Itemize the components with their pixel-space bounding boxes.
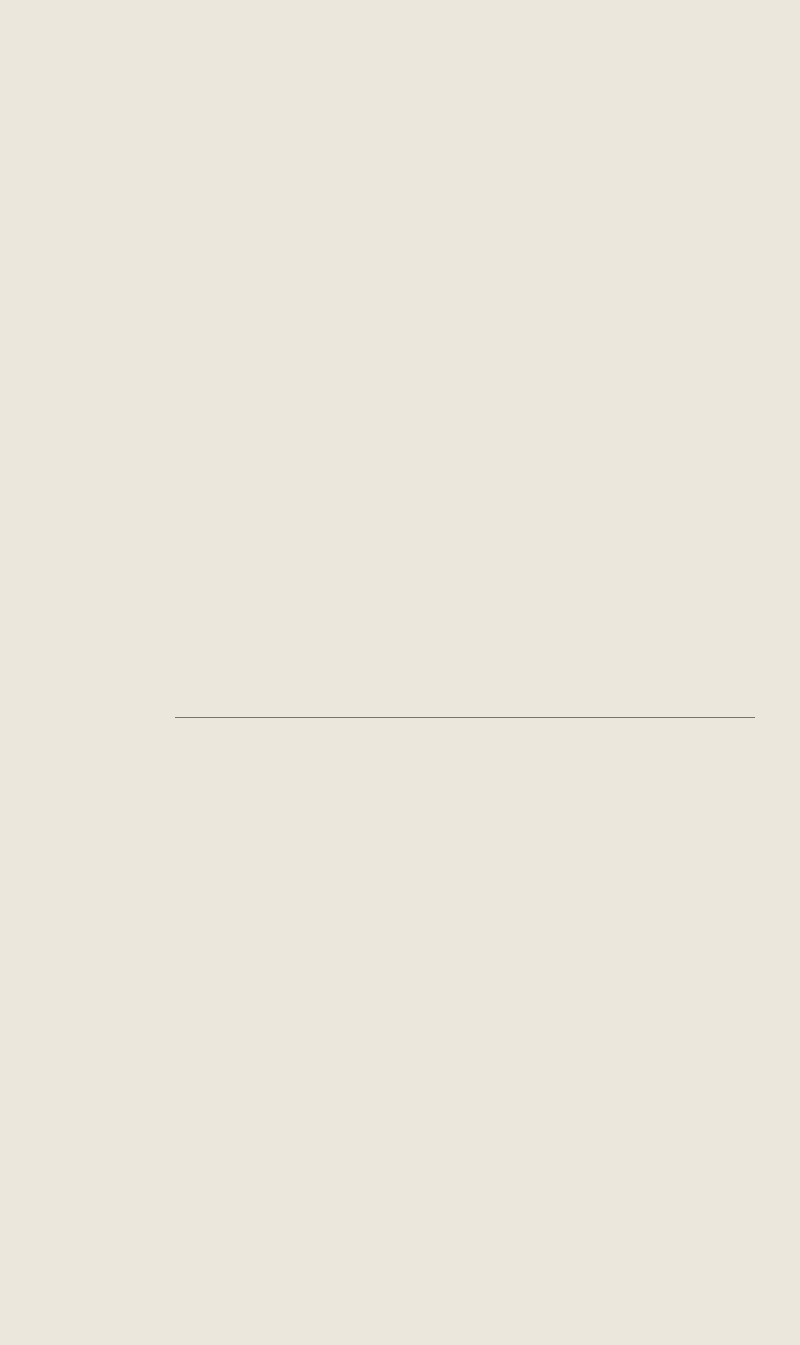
section-divider [175,717,755,718]
